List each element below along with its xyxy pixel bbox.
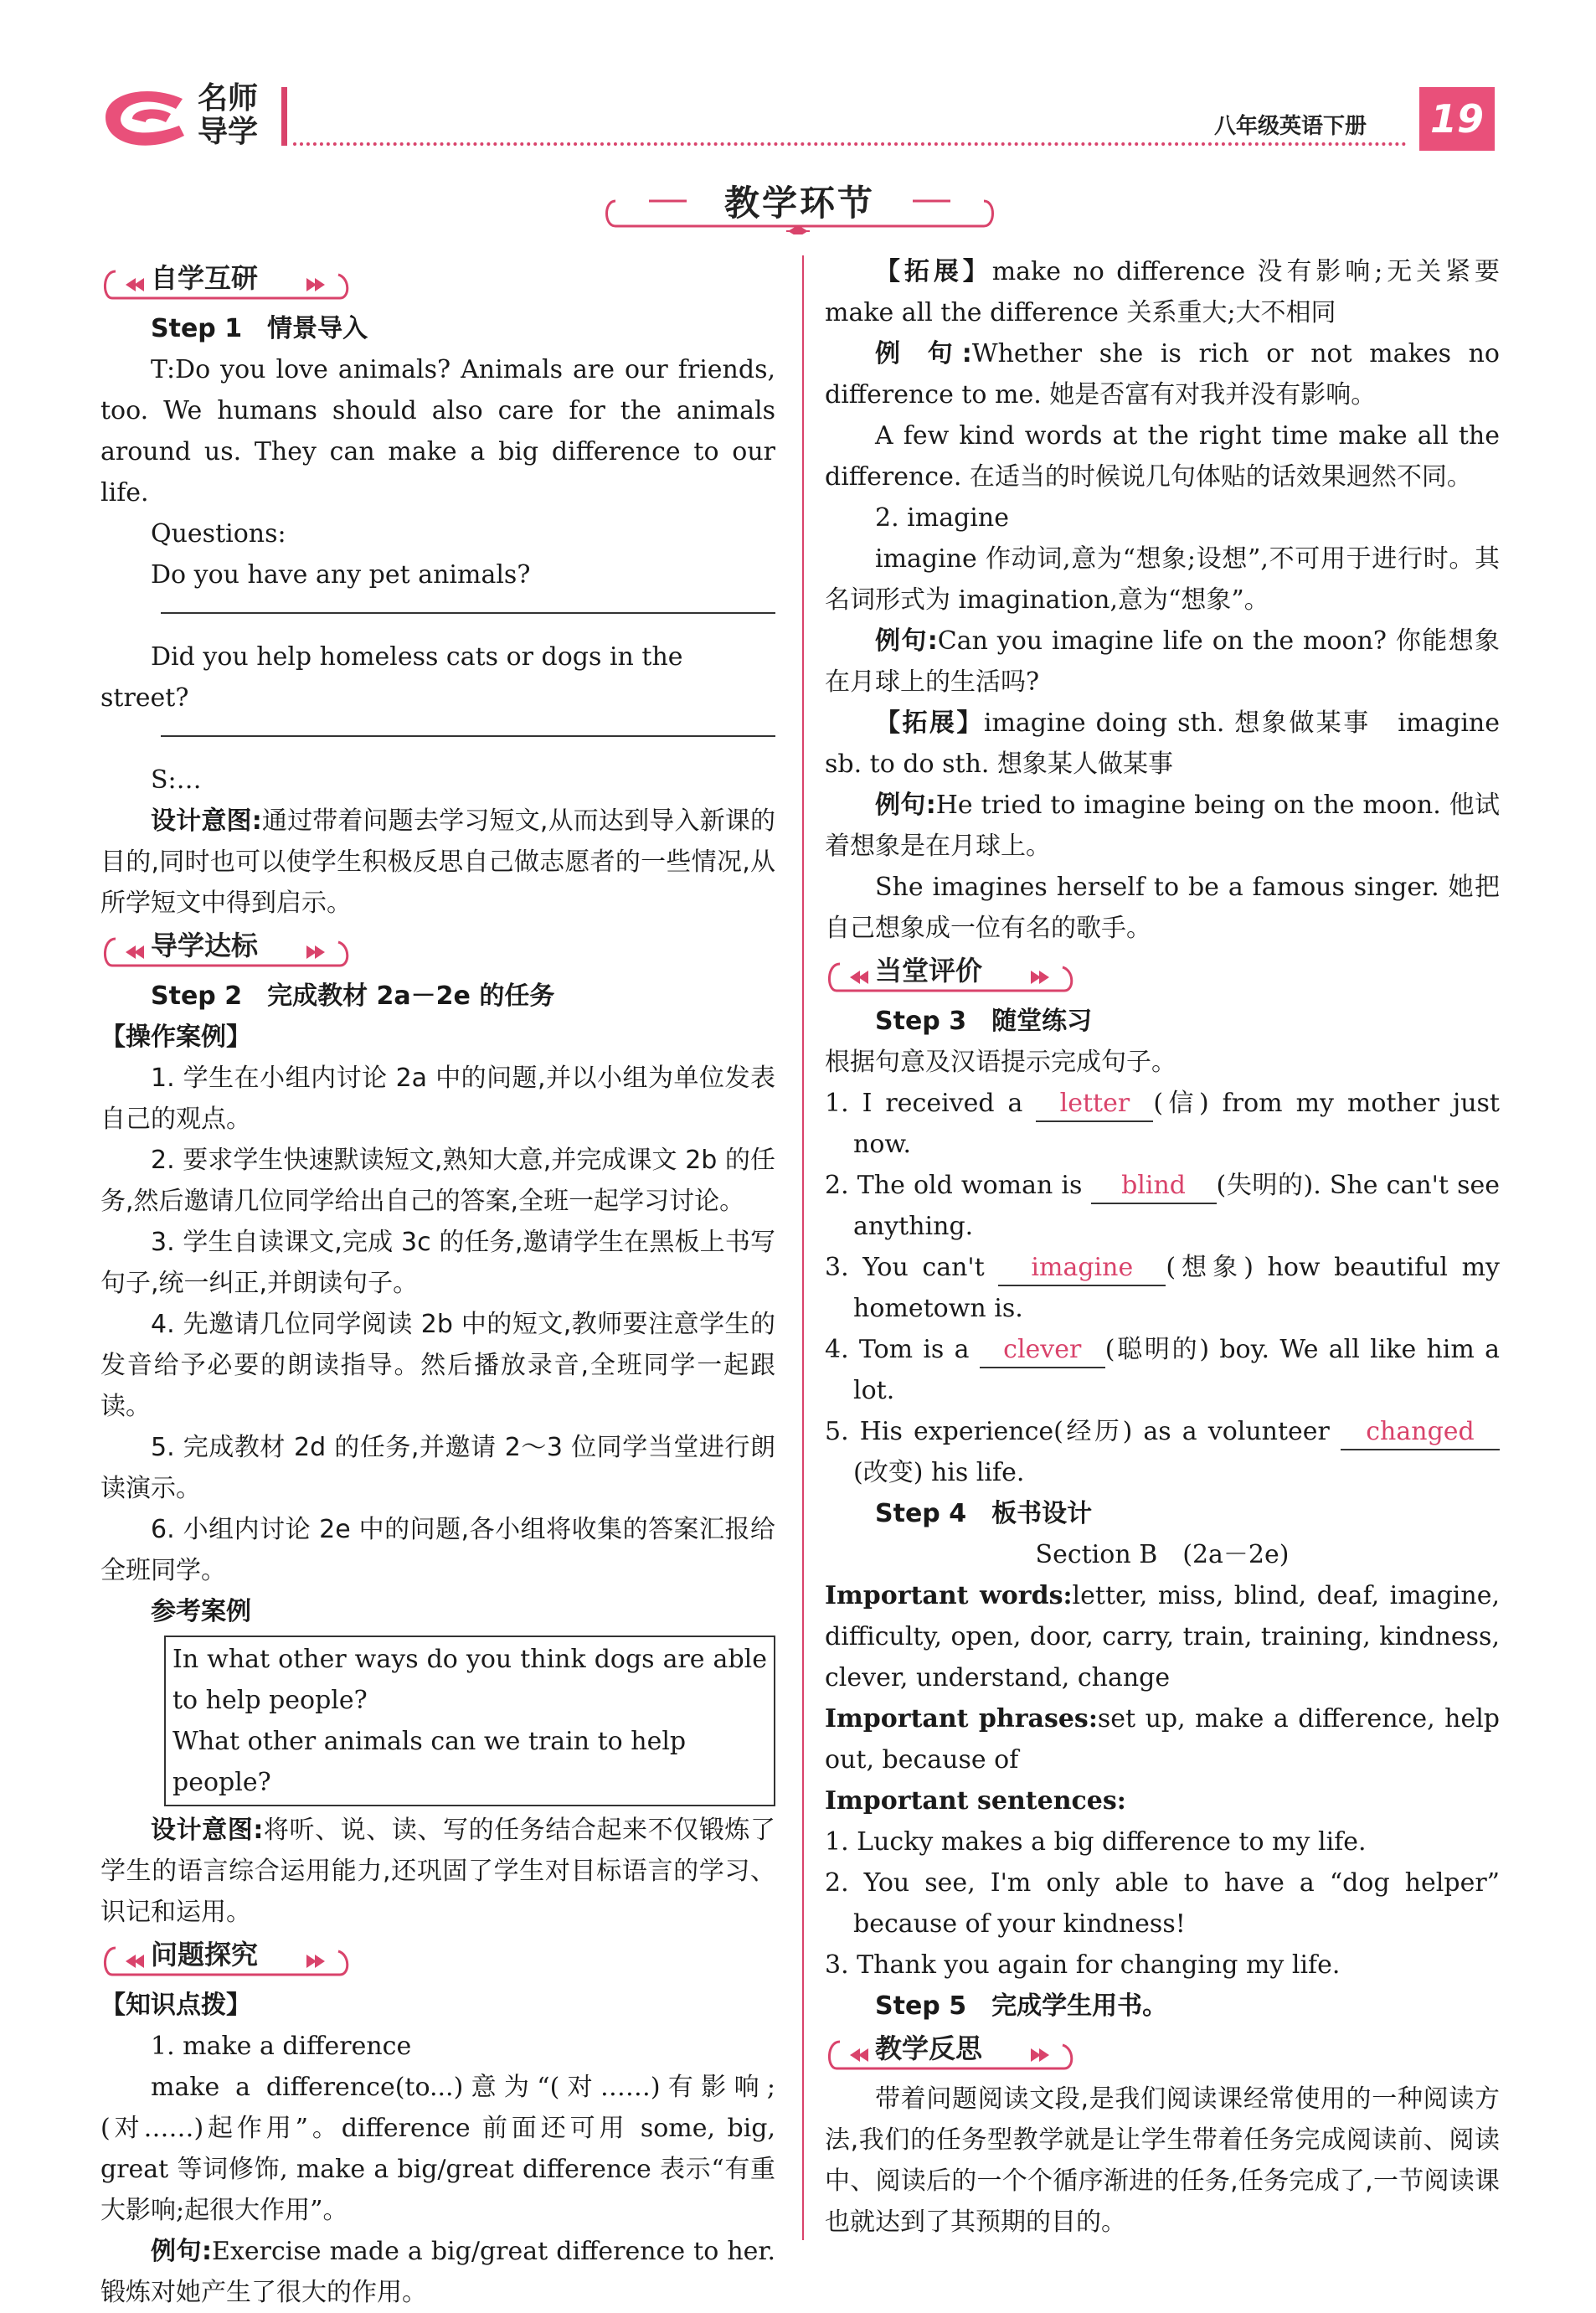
exercise-5: 5. His experience(经历) as a volunteer changed(改变) his life. <box>825 1411 1500 1493</box>
knowledge-1-example: Exercise made a big/great difference to her. 锻炼对她产生了很大的作用。 <box>100 2237 775 2307</box>
extension-2-label: 【拓展】 <box>875 708 984 738</box>
column-divider <box>802 255 804 2240</box>
exercise-3-answer: imagine <box>998 1251 1166 1286</box>
case-label: 【操作案例】 <box>100 1023 251 1052</box>
case-item-6: 6. 小组内讨论 2e 中的问题,各小组将收集的答案汇报给全班同学。 <box>100 1515 775 1585</box>
reflection-text: 带着问题阅读文段,是我们阅读课经常使用的一种阅读方法,我们的任务型教学就是让学生带着任务完成阅读前、阅读中、阅读后的一个个循序渐进的任务,任务完成了,一节阅读课也就达到了其预期的目的。 <box>825 2084 1500 2237</box>
exercise-1-answer: letter <box>1036 1087 1153 1122</box>
sentence-2: 2. You see, I'm only able to have a “dog helper” because of your kindness! <box>825 1868 1500 1939</box>
questions-label: Questions: <box>151 519 286 549</box>
step5-title: Step 5 完成学生用书。 <box>875 1991 1168 2021</box>
teacher-line: T:Do you love animals? Animals are our friends, too. We humans should also care for the animals around us. They can make a big difference to our life. <box>100 355 775 507</box>
knowledge-2-example2: He tried to imagine being on the moon. 他试着想象是在月球上。 <box>825 791 1501 861</box>
knowledge-label: 【知识点拨】 <box>100 1991 251 2020</box>
knowledge-1-example-label: 例句: <box>151 2237 213 2266</box>
reference-box <box>164 1636 775 1806</box>
question-2: Did you help homeless cats or dogs in the street? <box>100 642 683 713</box>
step3-title: Step 3 随堂练习 <box>875 1007 1093 1036</box>
answer-line-1 <box>161 595 775 614</box>
exercise-4: 4. Tom is a clever (聪明的) boy. We all like him a lot. <box>825 1335 1500 1405</box>
extension-1-label: 【拓展】 <box>875 257 992 286</box>
section-label: 当堂评价 <box>875 955 983 987</box>
section-label: 问题探究 <box>151 1939 259 1970</box>
example-3: A few kind words at the right time make all the difference. 在适当的时候说几句体贴的话效果迥然不同。 <box>825 421 1500 492</box>
logo-bar <box>281 87 287 146</box>
intent1-text: 通过带着问题去学习短文,从而达到导入新课的目的,同时也可以使学生积极反思自己做志愿者的一些情况,从所学短文中得到启示。 <box>100 806 775 918</box>
page-number: 19 <box>1419 87 1495 151</box>
intent1-label: 设计意图: <box>151 806 262 836</box>
step2-title: Step 2 完成教材 2a－2e 的任务 <box>151 981 555 1011</box>
section-header-teaching-reflection <box>825 2027 1500 2079</box>
example-2: Whether she is rich or not makes no difference to me. 她是否富有对我并没有影响。 <box>825 339 1500 410</box>
sentence-3: 3. Thank you again for changing my life. <box>825 1950 1341 1980</box>
book-label: 八年级英语下册 <box>1214 114 1367 139</box>
knowledge-1-title: 1. make a difference <box>151 2032 412 2061</box>
case-item-3: 3. 学生自读课文,完成 3c 的任务,邀请学生在黑板上书写句子,统一纠正,并朗读句子。 <box>100 1228 775 1298</box>
header-dotted-line <box>293 142 1407 146</box>
section-header-guided-study <box>100 924 775 976</box>
section-label: 教学反思 <box>875 2032 983 2064</box>
student-line: S:… <box>151 765 202 795</box>
step1-title: Step 1 情景导入 <box>151 314 368 343</box>
board-title: Section B (2a－2e) <box>1035 1540 1290 1569</box>
words-label: Important words: <box>825 1581 1073 1610</box>
exercise-2: 2. The old woman is blind (失明的). She can't see anything. <box>825 1171 1500 1241</box>
section-header-class-evaluation <box>825 949 1500 1001</box>
reference-question-1: In what other ways do you think dogs are able to help people? <box>172 1645 767 1715</box>
knowledge-2-example: Can you imagine life on the moon? 你能想象在月球上的生活吗? <box>825 626 1500 697</box>
section-label: 导学达标 <box>151 930 259 961</box>
section-header-self-study <box>100 256 775 308</box>
knowledge-1-body: make a difference(to...)意为“(对……)有影响;(对……)起作用”。difference 前面还可用 some, big, great 等词修饰, make a big/great difference 表示“有重大影响;起很大作用”。 <box>100 2073 775 2225</box>
example-2-label: 例 句: <box>875 339 972 368</box>
exercise-instruction: 根据句意及汉语提示完成句子。 <box>825 1048 1176 1077</box>
exercise-1: 1. I received a letter (信) from my mother just now. <box>825 1089 1500 1159</box>
case-item-4: 4. 先邀请几位同学阅读 2b 中的短文,教师要注意学生的发音给予必要的朗读指导。然后播放录音,全班同学一起跟读。 <box>100 1310 775 1421</box>
section-header-problem-inquiry <box>100 1933 775 1985</box>
knowledge-2-example3: She imagines herself to be a famous singer. 她把自己想象成一位有名的歌手。 <box>825 873 1500 943</box>
sentences-label: Important sentences: <box>825 1786 1126 1816</box>
answer-line-2 <box>161 719 775 737</box>
logo-text <box>198 82 258 149</box>
knowledge-2-example-label: 例句: <box>875 626 938 656</box>
extension-2: imagine doing sth. 想象做某事 imagine sb. to do sth. 想象某人做某事 <box>825 708 1500 779</box>
knowledge-2-body: imagine 作动词,意为“想象;设想”,不可用于进行时。其名词形式为 imagination,意为“想象”。 <box>825 544 1500 615</box>
question-1: Do you have any pet animals? <box>151 560 531 590</box>
knowledge-2-example2-label: 例句: <box>875 791 936 820</box>
exercise-5-answer: changed <box>1341 1415 1500 1450</box>
right-column <box>825 251 1526 2243</box>
case-item-1: 1. 学生在小组内讨论 2a 中的问题,并以小组为单位发表自己的观点。 <box>100 1064 775 1134</box>
exercise-2-answer: blind <box>1091 1169 1217 1204</box>
main-title: 教学环节 <box>723 183 875 224</box>
sentence-1: 1. Lucky makes a big difference to my life. <box>825 1827 1367 1857</box>
logo-line-2: 导学 <box>198 115 259 149</box>
exercise-4-answer: clever <box>980 1333 1105 1368</box>
extension-1: make no difference 没有影响;无关紧要 make all the difference 关系重大;大不相同 <box>825 257 1526 327</box>
step4-title: Step 4 板书设计 <box>875 1499 1093 1528</box>
reference-question-2: What other animals can we train to help people? <box>172 1727 687 1797</box>
logo-line-1: 名师 <box>198 81 259 116</box>
logo-icon <box>99 84 191 149</box>
exercise-3: 3. You can't imagine (想象) how beautiful my hometown is. <box>825 1253 1500 1323</box>
section-label: 自学互研 <box>151 262 259 294</box>
case-item-5: 5. 完成教材 2d 的任务,并邀请 2～3 位同学当堂进行朗读演示。 <box>100 1433 775 1503</box>
intent2-label: 设计意图: <box>151 1816 264 1845</box>
reference-label: 参考案例 <box>151 1597 251 1626</box>
left-column <box>100 256 775 2313</box>
intent2-text: 将听、说、读、写的任务结合起来不仅锻炼了学生的语言综合运用能力,还巩固了学生对目标语言的学习、识记和运用。 <box>100 1816 776 1927</box>
phrases: set up, make a difference, help out, because of <box>825 1704 1500 1775</box>
words: letter, miss, blind, deaf, imagine, difficulty, open, door, carry, train, training, kindness, clever, understand, change <box>825 1581 1500 1692</box>
phrases-label: Important phrases: <box>825 1704 1098 1733</box>
case-item-2: 2. 要求学生快速默读短文,熟知大意,并完成课文 2b 的任务,然后邀请几位同学给出自己的答案,全班一起学习讨论。 <box>100 1146 775 1216</box>
knowledge-2-title: 2. imagine <box>875 503 1009 533</box>
